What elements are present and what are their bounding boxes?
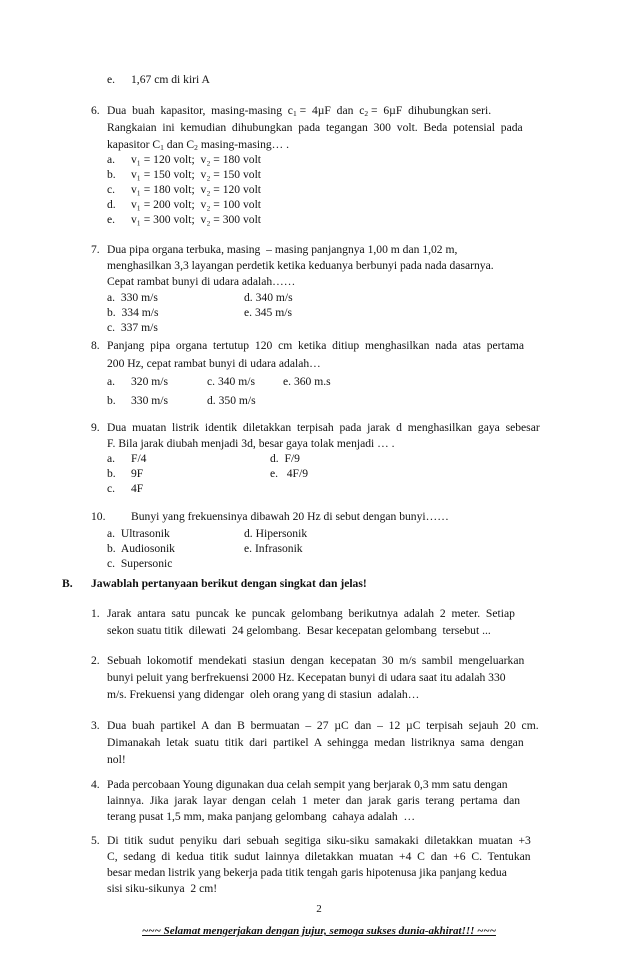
question-10-line-1: Bunyi yang frekuensinya dibawah 20 Hz di sebut dengan bunyi……	[131, 510, 449, 523]
option-c: c. 337 m/s	[107, 321, 158, 334]
essay-3-line-1: Dua buah partikel A dan B bermuatan – 27 µC dan – 12 µC terpisah sejauh 20 cm.	[107, 719, 539, 732]
option-e: e. 360 m.s	[283, 375, 331, 388]
subscript: 1	[160, 143, 164, 152]
section-title: Jawablah pertanyaan berikut dengan singkat dan jelas!	[91, 577, 367, 590]
option-a: a. Ultrasonik	[107, 527, 170, 540]
option-b: b. 334 m/s	[107, 306, 159, 319]
text-segment: dan C	[163, 138, 195, 151]
option-text: v₁ = 300 volt; v₂ = 300 volt	[131, 213, 262, 226]
option-a: a. 330 m/s	[107, 291, 158, 304]
footer-message: ~~~ Selamat mengerjakan dengan jujur, semoga sukses dunia-akhirat!!! ~~~	[142, 925, 496, 937]
option-letter: b.	[107, 168, 116, 181]
option-c: c. Supersonic	[107, 557, 173, 570]
question-6-line-1	[107, 104, 547, 121]
option-text: v₁ = 180 volt; v₂ = 120 volt	[131, 183, 262, 196]
option-e: e. 4F/9	[270, 467, 309, 480]
essay-5-line-3: besar medan listrik yang bekerja pada titik tengah garis hipotenusa jika panjang kedua	[107, 866, 507, 879]
option-c: 4F	[131, 482, 144, 495]
option-letter: b.	[107, 394, 116, 407]
essay-2-line-1: Sebuah lokomotif mendekati stasiun dengan kecepatan 30 m/s sambil mengeluarkan	[107, 654, 525, 667]
essay-1-line-2: sekon suatu titik dilewati 24 gelombang. Besar kecepatan gelombang tersebut ...	[107, 624, 491, 637]
question-6-line-2: Rangkaian ini kemudian dihubungkan pada tegangan 300 volt. Beda potensial pada	[107, 121, 523, 134]
essay-1-line-1: Jarak antara satu puncak ke puncak gelombang berikutnya adalah 2 meter. Setiap	[107, 607, 515, 620]
option-e: e. 345 m/s	[244, 306, 292, 319]
text-segment: Dua buah kapasitor, masing-masing c	[107, 104, 293, 117]
option-letter: a.	[107, 452, 116, 465]
option-e: e. Infrasonik	[244, 542, 303, 555]
option-b: 330 m/s	[131, 394, 169, 407]
question-number: 3.	[91, 719, 100, 732]
subscript: 2	[194, 143, 198, 152]
text-segment: = 6µF dihubungkan seri.	[368, 104, 492, 117]
question-number: 5.	[91, 834, 100, 847]
question-number: 6.	[91, 104, 100, 117]
text-segment: = 4µF dan c	[296, 104, 365, 117]
option-b: 9F	[131, 467, 144, 480]
question-8-line-1: Panjang pipa organa tertutup 120 cm ketika ditiup menghasilkan nada atas pertama	[107, 339, 525, 352]
text-segment: masing-masing… .	[197, 138, 290, 151]
option-text: v₁ = 200 volt; v₂ = 100 volt	[131, 198, 262, 211]
option-a: F/4	[131, 452, 147, 465]
option-letter: c.	[107, 183, 116, 196]
essay-3-line-2: Dimanakah letak suatu titik dari partikel A sehingga medan listriknya sama dengan	[107, 736, 524, 749]
question-number: 9.	[91, 421, 100, 434]
option-letter: e.	[107, 73, 116, 86]
option-b: b. Audiosonik	[107, 542, 175, 555]
question-7-line-1: Dua pipa organa terbuka, masing – masing panjangnya 1,00 m dan 1,02 m,	[107, 243, 458, 256]
option-letter: e.	[107, 213, 116, 226]
option-d: d. 340 m/s	[244, 291, 293, 304]
question-number: 7.	[91, 243, 100, 256]
essay-4-line-1: Pada percobaan Young digunakan dua celah sempit yang berjarak 0,3 mm satu dengan	[107, 778, 508, 791]
option-letter: b.	[107, 467, 116, 480]
option-text: v₁ = 150 volt; v₂ = 150 volt	[131, 168, 262, 181]
option-a: 320 m/s	[131, 375, 169, 388]
option-letter: a.	[107, 375, 116, 388]
essay-3-line-3: nol!	[107, 753, 126, 766]
question-number: 10.	[91, 510, 106, 523]
option-d: d. Hipersonik	[244, 527, 308, 540]
essay-5-line-1: Di titik sudut penyiku dari sebuah segitiga siku-siku samakaki diletakkan muatan +3	[107, 834, 531, 847]
option-text: v₁ = 120 volt; v₂ = 180 volt	[131, 153, 262, 166]
essay-5-line-2: C, sedang di kedua titik sudut lainnya diletakkan muatan +4 C dan +6 C. Tentukan	[107, 850, 531, 863]
option-letter: d.	[107, 198, 116, 211]
option-letter: c.	[107, 482, 116, 495]
subscript: 1	[292, 109, 297, 118]
option-d: d. 350 m/s	[207, 394, 256, 407]
essay-5-line-4: sisi siku-sikunya 2 cm!	[107, 882, 218, 895]
option-letter: a.	[107, 153, 116, 166]
question-8-line-2: 200 Hz, cepat rambat bunyi di udara adalah…	[107, 357, 321, 370]
question-9-line-1: Dua muatan listrik identik diletakkan terpisah pada jarak d menghasilkan gaya sebesar	[107, 421, 540, 434]
question-number: 1.	[91, 607, 100, 620]
essay-4-line-3: terang pusat 1,5 mm, maka panjang gelombang cahaya adalah …	[107, 810, 416, 823]
option-c: c. 340 m/s	[207, 375, 255, 388]
essay-2-line-3: m/s. Frekuensi yang didengar oleh orang yang di stasiun adalah…	[107, 688, 420, 701]
subscript: 2	[364, 109, 369, 118]
essay-4-line-2: lainnya. Jika jarak layar dengan celah 1 meter dan jarak garis terang pertama dan	[107, 794, 521, 807]
option-text: 1,67 cm di kiri A	[131, 73, 210, 86]
question-number: 8.	[91, 339, 100, 352]
question-7-line-2: menghasilkan 3,3 layangan perdetik ketika keduanya berbunyi pada nada dasarnya.	[107, 259, 494, 272]
essay-2-line-2: bunyi peluit yang berfrekuensi 2000 Hz. Kecepatan bunyi di udara saat itu adalah 330	[107, 671, 506, 684]
question-7-line-3: Cepat rambat bunyi di udara adalah……	[107, 275, 296, 288]
question-number: 4.	[91, 778, 100, 791]
section-letter: B.	[62, 577, 73, 590]
page-number: 2	[316, 903, 322, 915]
option-d: d. F/9	[270, 452, 300, 465]
text-segment: kapasitor C	[107, 138, 161, 151]
question-9-line-2: F. Bila jarak diubah menjadi 3d, besar gaya tolak menjadi … .	[107, 437, 395, 450]
question-number: 2.	[91, 654, 100, 667]
